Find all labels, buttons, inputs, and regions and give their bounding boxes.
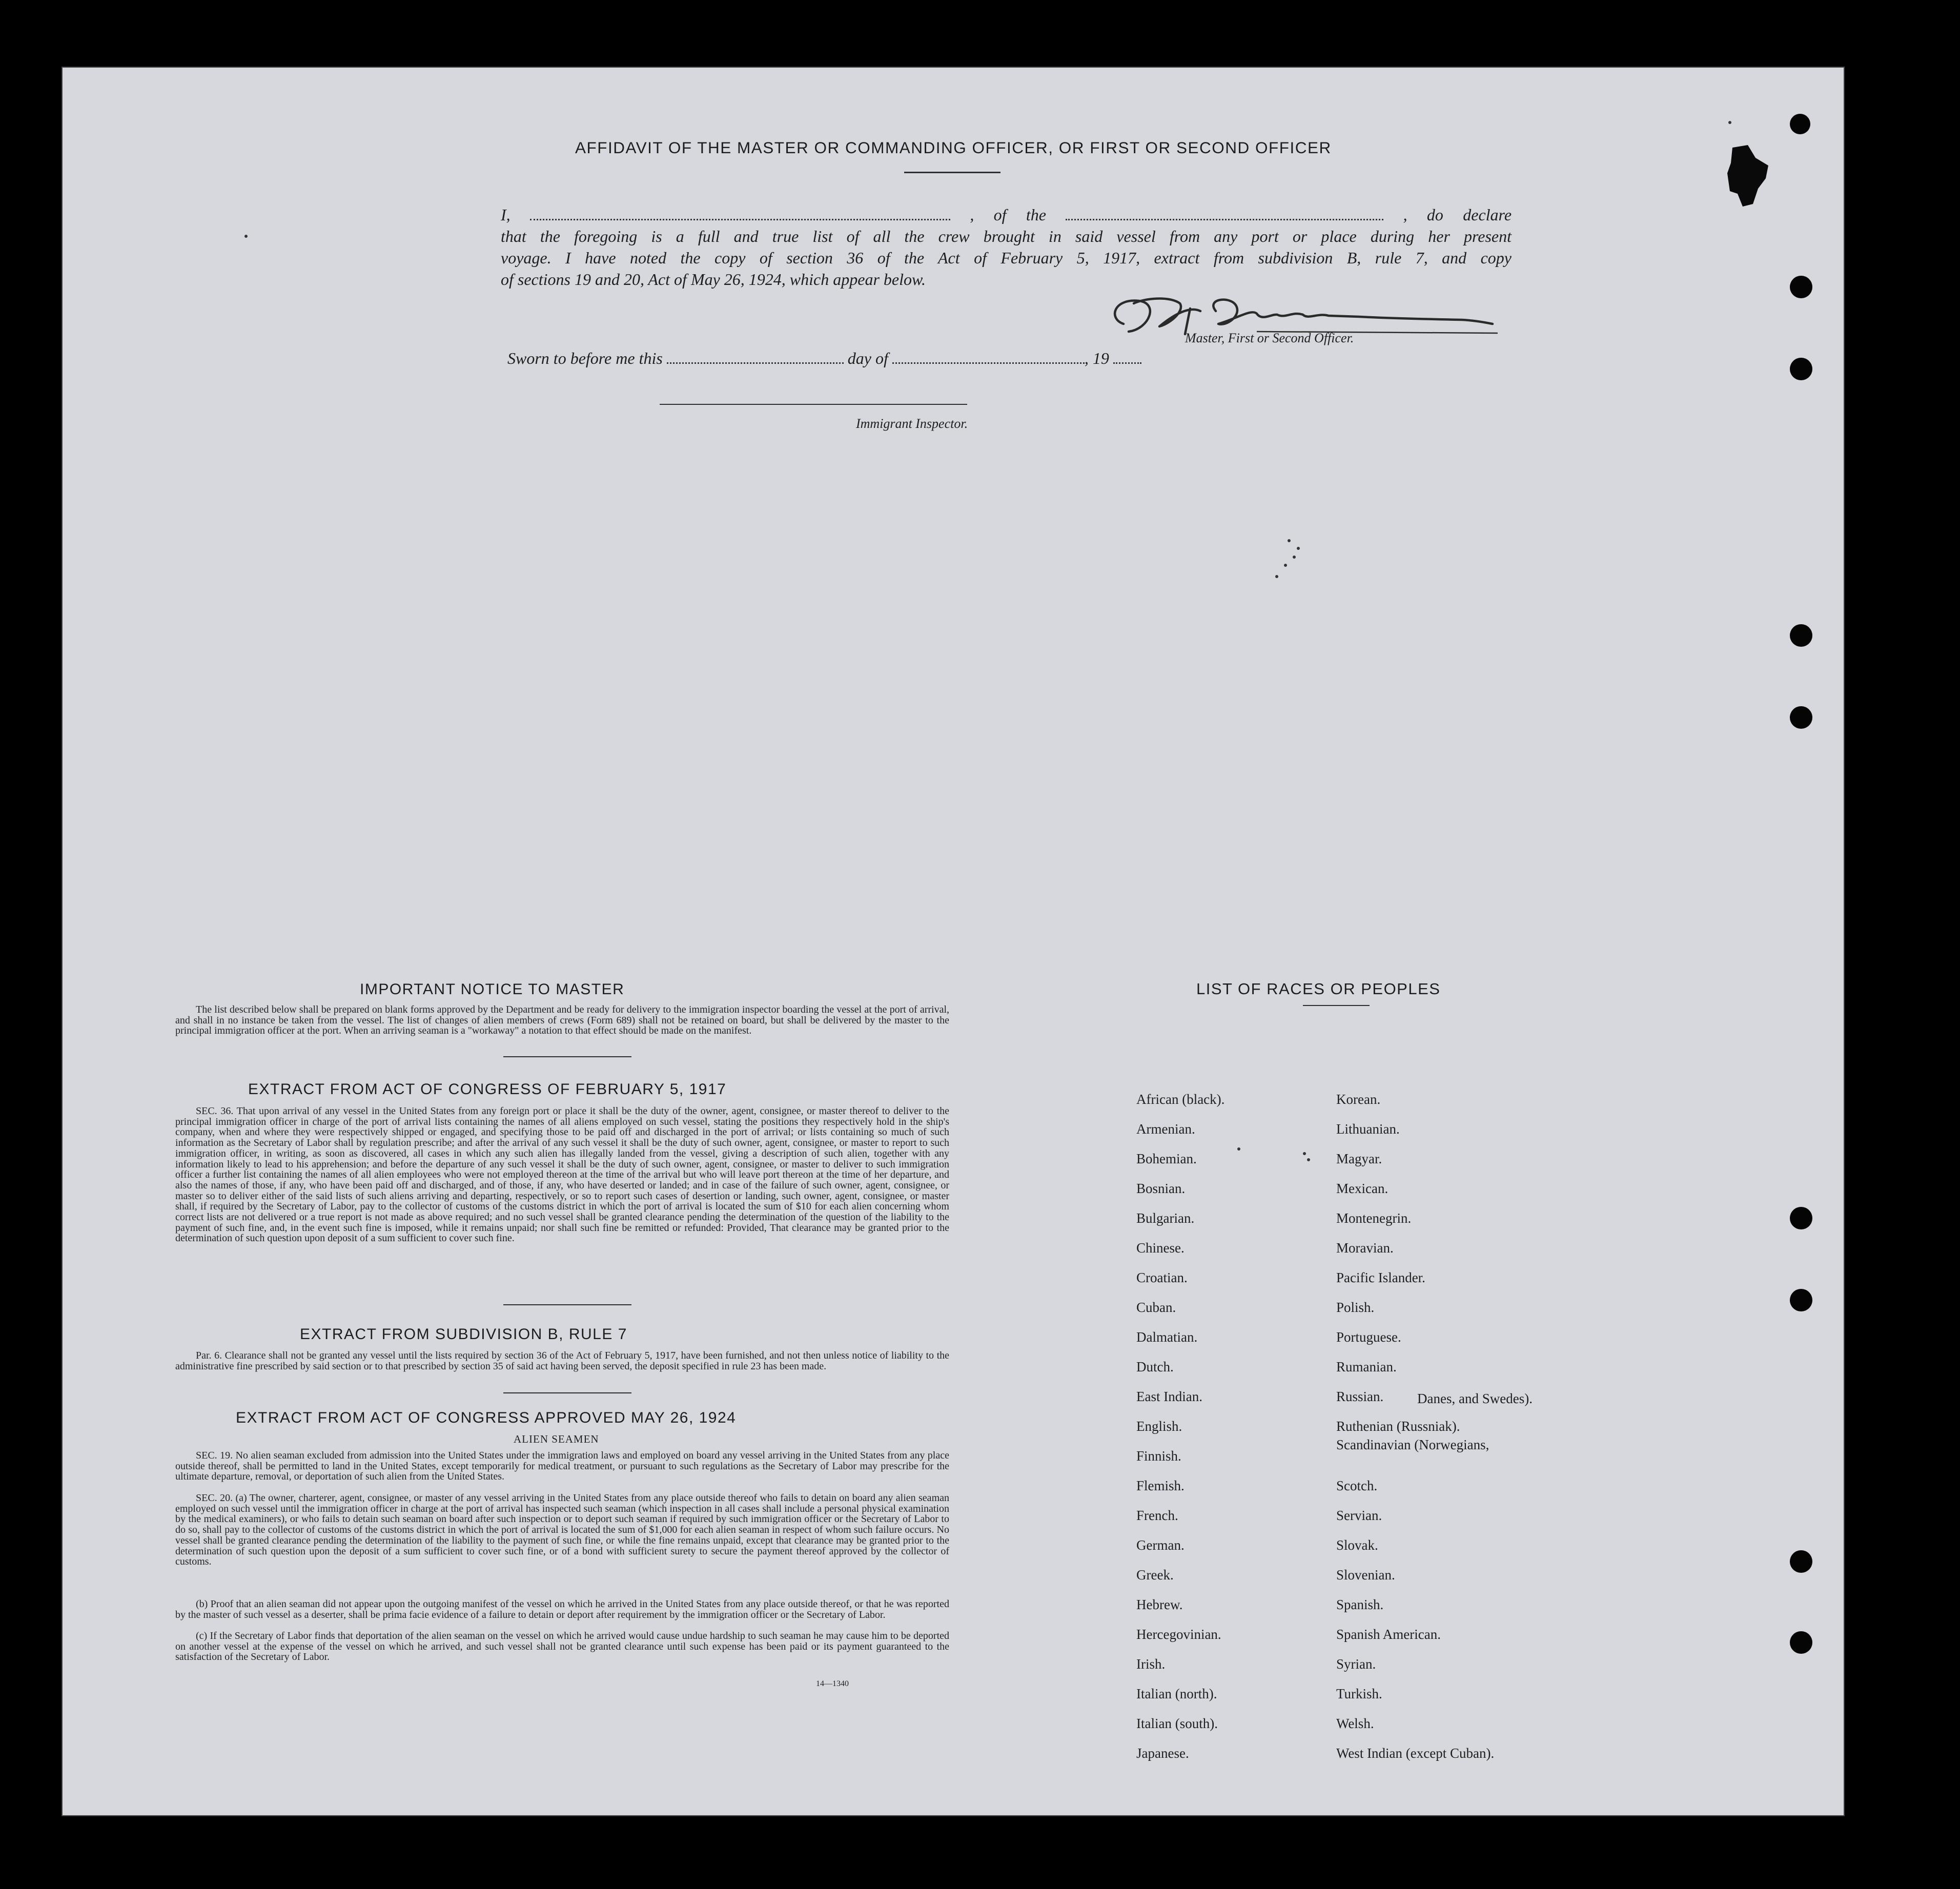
race-item: Slovenian.	[1336, 1567, 1395, 1583]
race-item: Pacific Islander.	[1336, 1270, 1425, 1285]
race-item: Turkish.	[1336, 1686, 1382, 1701]
binder-hole	[1790, 114, 1810, 134]
binder-hole	[1790, 624, 1812, 647]
sworn-prefix: Sworn to before me this	[507, 349, 663, 367]
notice-body: The list described below shall be prepared on blank forms approved by the Department and be ready for delivery to the immigration inspector boarding the vessel at the port of arrival, and shall in no instance be taken from the vessel. The list of changes of alien members of crews (Form 689) shall not be retained on board, but shall be delivered by the master to the principal immigration officer at the port. When an arriving seaman is a "workaway" a notation to that effect should be made on the manifest.	[175, 1004, 949, 1037]
binder-hole	[1790, 1289, 1812, 1311]
race-item: Lithuanian.	[1336, 1121, 1400, 1137]
race-item: Irish.	[1136, 1656, 1166, 1672]
ink-speck	[1293, 556, 1296, 559]
race-item: Cuban.	[1136, 1300, 1176, 1315]
race-item: Hebrew.	[1136, 1597, 1183, 1612]
race-item: Magyar.	[1336, 1151, 1382, 1166]
race-item: Flemish.	[1136, 1478, 1185, 1493]
race-item: Welsh.	[1336, 1716, 1374, 1731]
races-title-rule	[1303, 1005, 1370, 1006]
inspector-signature-line	[660, 404, 967, 405]
affidavit-declaration-line	[501, 204, 1512, 225]
ink-speck	[1288, 539, 1291, 542]
race-item: Montenegrin.	[1336, 1210, 1412, 1226]
race-item: Syrian.	[1336, 1656, 1376, 1672]
race-item: Korean.	[1336, 1092, 1381, 1107]
race-item: Spanish.	[1336, 1597, 1384, 1612]
race-item: Servian.	[1336, 1508, 1382, 1523]
do-declare-label: , do declare	[1403, 206, 1512, 224]
extract-1924-subtitle: ALIEN SEAMEN	[514, 1433, 599, 1445]
sec-20a-body: SEC. 20. (a) The owner, charterer, agent, consignee, or master of any vessel arriving in the United States from any place outside thereof who fails to detain on board any alien seaman employed on such vessel until the immigration officer in charge at the port of arrival has inspected such seaman (which inspection in all cases shall include a personal physical examination by the medical examiners), or who fails to detain such seaman on board after such inspection or to deport such seaman if required by such immigration officer or the Secretary of Labor to do so, shall pay to the collector of customs of the customs district in which the port of arrival is located the sum of $1,000 for each alien seaman in respect of whom such failure occurs. No vessel shall be granted clearance pending the determination of the liability to the payment of such fine, or while the fine remains unpaid, except that clearance may be granted prior to the determination of such question upon the deposit of a sum sufficient to cover such fine, or of a bond with sufficient surety to secure the payment thereof approved by the collector of customs.	[175, 1492, 949, 1568]
notice-rule	[503, 1056, 631, 1057]
sworn-line	[507, 347, 1141, 369]
race-item: Slovak.	[1336, 1537, 1378, 1553]
race-item: Italian (south).	[1136, 1716, 1218, 1731]
ink-speck	[1297, 547, 1300, 550]
declarant-name-blank[interactable]	[530, 210, 950, 220]
binder-hole	[1790, 1631, 1812, 1654]
ink-speck	[244, 235, 248, 238]
affidavit-line-2: that the foregoing is a full and true list of all the crew brought in said vessel from any port or place during her present	[501, 227, 1512, 245]
document-page	[62, 67, 1845, 1816]
race-item: German.	[1136, 1537, 1185, 1553]
race-item: Rumanian.	[1336, 1359, 1397, 1374]
binder-hole	[1790, 276, 1812, 298]
race-scandinavian-continued: Danes, and Swedes).	[1417, 1391, 1533, 1406]
race-item: West Indian (except Cuban).	[1336, 1746, 1495, 1761]
ink-speck	[1284, 564, 1287, 567]
race-item: Finnish.	[1136, 1448, 1181, 1464]
race-item: Bohemian.	[1136, 1151, 1197, 1166]
sworn-month-blank[interactable]	[892, 353, 1085, 364]
binder-hole	[1790, 1550, 1812, 1573]
extract-1917-body: SEC. 36. That upon arrival of any vessel in the United States from any foreign port or place it shall be the duty of the owner, agent, consignee, or master thereof to deliver to the principal immigration officer in charge of the port of arrival lists containing the names of all aliens employed on such vessel, stating the positions they respectively hold in the ship's company, when and where they were respectively shipped or engaged, and specifying those to be paid off and discharged in the port of arrival; or lists containing so much of such information as the Secretary of Labor shall by regulation prescribe; and after the arrival of any such vessel it shall be the duty of such owner, agent, consignee, or master to report to such immigration officer, in writing, as soon as discovered, all cases in which any such alien has illegally landed from the vessel, giving a description of such alien, together with any information likely to lead to his apprehension; and before the departure of any such vessel it shall be the duty of such owner, agent, consignee, or master to deliver to such immigration officer a further list containing the names of all alien employees who were not employed thereon at the time of the arrival but who will leave port thereon at the time of her departure, and also the names of those, if any, who have been paid off and discharged, and of those, if any, who have deserted or landed; and in case of the failure of such owner, agent, consignee, or master so to deliver either of the said lists of such aliens arriving and departing, respectively, or so to report such cases of desertion or landing, such owner, agent, consignee, or master shall, if required by the Secretary of Labor, pay to the collector of customs of the customs district in which the port of arrival is located the sum of $10 for each alien concerning whom correct lists are not delivered or a true report is not made as above required; and no such vessel shall be granted clearance pending the determination of the question of the liability to the payment of such fine, and, in the event such fine is imposed, while it remains unpaid; nor shall such fine be remitted or refunded: Provided, That clearance may be granted prior to the determination of such question upon deposit of a sum sufficient to cover such fine.	[175, 1105, 949, 1244]
race-item: Portuguese.	[1336, 1329, 1401, 1345]
subdivision-b-body: Par. 6. Clearance shall not be granted any vessel until the lists required by section 36 of the Act of February 5, 1917, have been furnished, and not then unless notice of liability to the administrative fine prescribed by said section or to that prescribed by section 35 of said act having been served, the deposit specified in rule 23 has been made.	[175, 1350, 949, 1372]
vessel-name-blank[interactable]	[1066, 210, 1383, 220]
sec-19-body: SEC. 19. No alien seaman excluded from admission into the United States under the immigration laws and employed on board any vessel arriving in the United States from any place outside thereof, shall be permitted to land in the United States, except temporarily for medical treatment, or pursuant to such regulations as the Secretary of Labor may prescribe for the ultimate departure, removal, or deportation of such alien from the United States.	[175, 1450, 949, 1483]
affidavit-title: AFFIDAVIT OF THE MASTER OR COMMANDING OFFICER, OR FIRST OR SECOND OFFICER	[575, 138, 1332, 157]
races-title: LIST OF RACES OR PEOPLES	[1196, 980, 1441, 998]
race-item: Japanese.	[1136, 1746, 1189, 1761]
inspector-caption: Immigrant Inspector.	[856, 416, 968, 431]
binder-hole	[1790, 1207, 1812, 1229]
sworn-year-blank[interactable]	[1113, 353, 1141, 364]
race-item: Bulgarian.	[1136, 1210, 1195, 1226]
race-item: Polish.	[1336, 1300, 1375, 1315]
race-item: Mexican.	[1336, 1181, 1389, 1196]
ink-speck	[1275, 575, 1278, 578]
race-item: Spanish American.	[1336, 1627, 1441, 1642]
race-item: Moravian.	[1336, 1240, 1394, 1256]
sec-20c-body: (c) If the Secretary of Labor finds that deportation of the alien seaman on the vessel on which he arrived would cause undue hardship to such seaman he may cause him to be deported on another vessel at the expense of the vessel on which he arrived, and such vessel shall not be granted clearance until such expense has been paid or its payment guaranteed to the satisfaction of the Secretary of Labor.	[175, 1630, 949, 1663]
sworn-year: , 19	[1084, 349, 1109, 367]
affidavit-title-rule	[904, 172, 1001, 173]
race-item: Italian (north).	[1136, 1686, 1217, 1701]
race-item: Russian.	[1336, 1389, 1384, 1404]
extract-1917-rule	[503, 1304, 631, 1305]
race-item: Dalmatian.	[1136, 1329, 1198, 1345]
affidavit-line-4: of sections 19 and 20, Act of May 26, 1924, which appear below.	[501, 270, 926, 289]
of-the-label: , of the	[970, 206, 1046, 224]
declarant-i: I,	[501, 206, 511, 224]
binder-hole	[1790, 358, 1812, 380]
race-item: African (black).	[1136, 1092, 1225, 1107]
race-item: Greek.	[1136, 1567, 1174, 1583]
race-item: Dutch.	[1136, 1359, 1174, 1374]
race-item: Chinese.	[1136, 1240, 1185, 1256]
race-item: Croatian.	[1136, 1270, 1188, 1285]
race-item: Scotch.	[1336, 1478, 1378, 1493]
race-item: East Indian.	[1136, 1389, 1202, 1404]
sec-20b-body: (b) Proof that an alien seaman did not appear upon the outgoing manifest of the vessel on which he arrived in the United States from any place outside thereof, or that he was reported by the master of such vessel as a deserter, shall be prima facie evidence of a failure to detain or deport after requirement by the immigration officer or the Secretary of Labor.	[175, 1598, 949, 1620]
sworn-date-blank[interactable]	[667, 353, 844, 364]
ink-speck	[1303, 1152, 1306, 1155]
torn-corner-stain	[1725, 142, 1771, 209]
race-item: French.	[1136, 1508, 1178, 1523]
race-item: Armenian.	[1136, 1121, 1195, 1137]
race-item: Bosnian.	[1136, 1181, 1186, 1196]
extract-1924-title: EXTRACT FROM ACT OF CONGRESS APPROVED MAY 26, 1924	[236, 1409, 737, 1426]
form-number: 14—1340	[816, 1679, 849, 1688]
extract-1917-title: EXTRACT FROM ACT OF CONGRESS OF FEBRUARY 5, 1917	[248, 1081, 727, 1098]
signature-caption: Master, First or Second Officer.	[1185, 331, 1354, 345]
race-item: Ruthenian (Russniak).	[1336, 1419, 1460, 1434]
race-item: English.	[1136, 1419, 1182, 1434]
binder-hole	[1790, 706, 1812, 729]
subdivision-b-title: EXTRACT FROM SUBDIVISION B, RULE 7	[300, 1326, 627, 1343]
subdivision-b-rule	[503, 1392, 631, 1393]
ink-speck	[1307, 1158, 1310, 1161]
notice-title: IMPORTANT NOTICE TO MASTER	[360, 981, 625, 998]
affidavit-line-3: voyage. I have noted the copy of section 36 of the Act of February 5, 1917, extract from subdivision B, rule 7, and copy	[501, 249, 1512, 267]
ink-speck	[1237, 1147, 1240, 1151]
sworn-day-of: day of	[847, 349, 888, 367]
race-item: Hercegovinian.	[1136, 1627, 1221, 1642]
ink-speck	[1728, 121, 1731, 124]
race-item: Scandinavian (Norwegians,	[1336, 1437, 1489, 1452]
